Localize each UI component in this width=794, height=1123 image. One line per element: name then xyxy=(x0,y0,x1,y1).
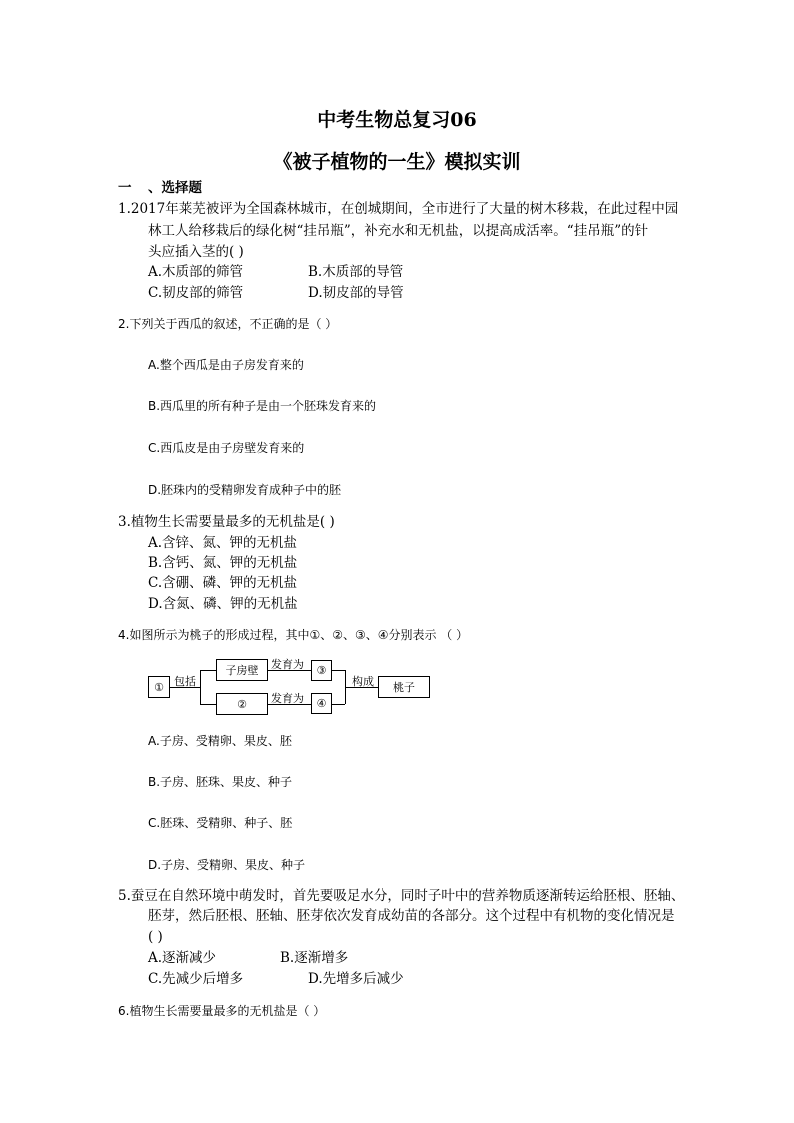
diagram-line xyxy=(332,704,345,705)
diagram-peach: 桃子 xyxy=(378,676,430,698)
q5-option-b[interactable]: B.逐渐增多 xyxy=(280,950,349,966)
q5-stem-line-2: 胚芽，然后胚根、胚轴、胚芽依次发育成幼苗的各部分。这个过程中有机物的变化情况是 xyxy=(148,908,675,924)
q5-stem-line-3: ( ) xyxy=(148,929,163,945)
q2-stem: 2.下列关于西瓜的叙述，不正确的是（ ） xyxy=(118,317,338,331)
diagram-develop-label-2: 发育为 xyxy=(271,692,304,705)
diagram-line xyxy=(200,670,201,704)
q2-option-a[interactable]: A.整个西瓜是由子房发育来的 xyxy=(148,358,304,372)
diagram-develop-label-1: 发育为 xyxy=(271,658,304,671)
q2-option-c[interactable]: C.西瓜皮是由子房壁发育来的 xyxy=(148,441,305,455)
q3-option-c[interactable]: C.含硼、磷、钾的无机盐 xyxy=(148,575,298,591)
q2-option-b[interactable]: B.西瓜里的所有种子是由一个胚珠发育来的 xyxy=(148,399,377,413)
page-title: 中考生物总复习06 xyxy=(317,109,477,131)
q1-option-d[interactable]: D.韧皮部的导管 xyxy=(308,285,404,301)
q5-option-c[interactable]: C.先减少后增多 xyxy=(148,971,244,987)
diagram-node-3: ③ xyxy=(311,660,332,681)
q3-option-b[interactable]: B.含钙、氮、钾的无机盐 xyxy=(148,555,298,571)
q4-stem: 4.如图所示为桃子的形成过程，其中①、②、③、④分别表示 （ ） xyxy=(118,628,469,642)
q1-option-b[interactable]: B.木质部的导管 xyxy=(308,264,404,280)
q1-stem-line-1: 1.2017年莱芜被评为全国森林城市，在创城期间，全市进行了大量的树木移栽，在此过程中园 xyxy=(118,201,679,217)
q5-option-d[interactable]: D.先增多后减少 xyxy=(308,971,404,987)
q1-stem-line-2: 林工人给移栽后的绿化树“挂吊瓶”，补充水和无机盐，以提高成活率。“挂吊瓶”的针 xyxy=(148,223,649,239)
q4-option-a[interactable]: A.子房、受精卵、果皮、胚 xyxy=(148,734,292,748)
q2-option-d[interactable]: D.胚珠内的受精卵发育成种子中的胚 xyxy=(148,483,342,497)
section-heading xyxy=(118,178,202,198)
q4-option-c[interactable]: C.胚珠、受精卵、种子、胚 xyxy=(148,816,293,830)
q5-stem-line-1: 5.蚕豆在自然环境中萌发时，首先要吸足水分，同时子叶中的营养物质逐渐转运给胚根、胚轴、 xyxy=(118,888,685,904)
diagram-line xyxy=(200,704,216,705)
q3-option-d[interactable]: D.含氮、磷、钾的无机盐 xyxy=(148,596,298,612)
diagram-node-1: ① xyxy=(148,676,170,698)
q1-option-c[interactable]: C.韧皮部的筛管 xyxy=(148,285,244,301)
q4-option-b[interactable]: B.子房、胚珠、果皮、种子 xyxy=(148,775,293,789)
diagram-form-label: 构成 xyxy=(352,675,374,688)
q3-option-a[interactable]: A.含锌、氮、钾的无机盐 xyxy=(148,535,298,551)
q1-option-a[interactable]: A.木质部的筛管 xyxy=(148,264,244,280)
diagram-ovary-wall: 子房壁 xyxy=(216,659,268,681)
q6-stem: 6.植物生长需要量最多的无机盐是（ ） xyxy=(118,1004,326,1018)
diagram-line xyxy=(200,670,216,671)
diagram-include-label: 包括 xyxy=(174,675,196,688)
page-subtitle: 《被子植物的一生》模拟实训 xyxy=(273,151,521,173)
diagram-line xyxy=(332,670,345,671)
diagram-node-2: ② xyxy=(216,693,268,715)
section-label: 、选择题 xyxy=(148,180,202,196)
q1-stem-line-3: 头应插入茎的( ) xyxy=(148,244,244,260)
section-number: 一 xyxy=(118,180,132,196)
q4-option-d[interactable]: D.子房、受精卵、果皮、种子 xyxy=(148,858,306,872)
diagram-node-4: ④ xyxy=(311,693,332,714)
q5-option-a[interactable]: A.逐渐减少 xyxy=(148,950,217,966)
q3-stem: 3.植物生长需要量最多的无机盐是( ) xyxy=(118,514,335,530)
